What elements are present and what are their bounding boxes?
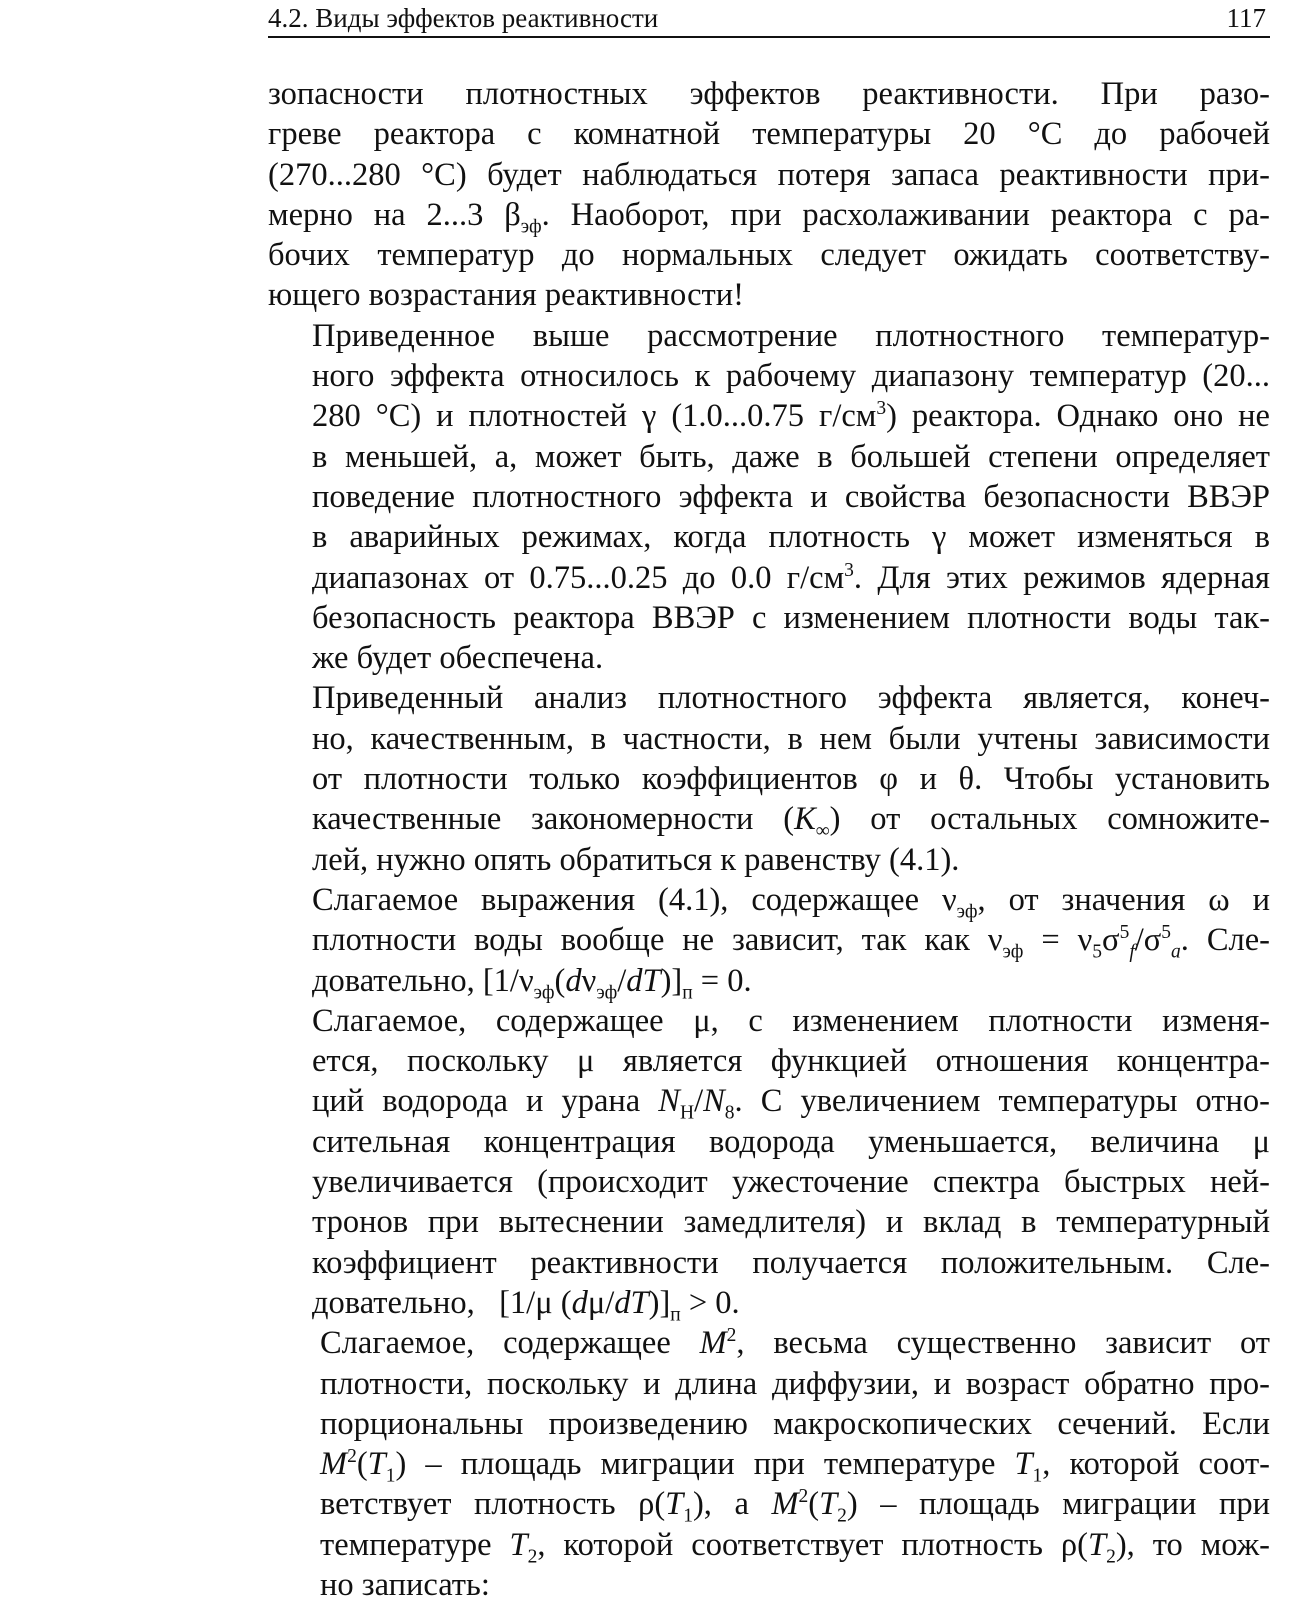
text-line: довательно, [1/μ $(d\mu/dT)]_п > 0$. (312, 1284, 740, 1326)
text-line: греве реактора с комнатной температуры 20 °С до рабочей (268, 116, 1270, 153)
text-line: ется, поскольку μ является функцией отношения концентра- (312, 1043, 1270, 1080)
text-line: мерно на 2...3 $\beta_{эф}$. Наоборот, при расхолаживании реактора с ра- (268, 196, 1270, 238)
text-line: поведение плотностного эффекта и свойства безопасности ВВЭР (312, 478, 1270, 515)
text-line: увеличивается (происходит ужесточение спектра быстрых ней- (312, 1164, 1270, 1201)
text-line: Слагаемое выражения (4.1), содержащее $\nu_{эф}$, от значения ω и (312, 881, 1270, 923)
text-line: тронов при вытеснении замедлителя) и вклад в температурный (312, 1204, 1270, 1241)
text-line: от плотности только коэффициентов φ и θ. Чтобы установить (312, 761, 1270, 798)
text-line: сительная концентрация водорода уменьшается, величина μ (312, 1123, 1270, 1160)
paragraph-4 (268, 880, 1270, 1004)
text-line: лей, нужно опять обратиться к равенству (4.1). (312, 841, 960, 878)
text-line: порциональны произведению макроскопических сечений. Если (320, 1405, 1270, 1442)
paragraph-3 (268, 678, 1270, 879)
text-line: безопасность реактора ВВЭР с изменением плотности воды так- (312, 599, 1270, 636)
text-line: $M^2(T_1)$ – площадь миграции при температуре $T_1$, которой соот- (320, 1446, 1270, 1487)
text-line: бочих температур до нормальных следует ожидать соответству- (268, 237, 1270, 274)
text-line: ного эффекта относилось к рабочему диапазону температур (20... (312, 358, 1270, 395)
text-line: ветствует плотность $\rho(T_1)$, а $M^2(T_2)$ – площадь миграции при (320, 1486, 1270, 1527)
text-line: Приведенное выше рассмотрение плотностного температур- (312, 317, 1270, 354)
text-line: плотности, поскольку и длина диффузии, и возраст обратно про- (320, 1365, 1270, 1402)
paragraph-1 (268, 74, 1270, 316)
text-line: в меньшей, а, может быть, даже в большей степени определяет (312, 438, 1270, 475)
text-line: довательно, $[1/\nu_{эф}(d\nu_{эф}/dT)]_п = 0$. (312, 962, 752, 1004)
paragraph-2 (268, 316, 1270, 679)
paragraph-5 (268, 1001, 1270, 1326)
text-line: но, качественным, в частности, в нем были учтены зависимости (312, 720, 1270, 757)
text-line: 280 °С) и плотностей γ (1.0...0.75 $г/см^3$) реактора. Однако оно не (312, 398, 1270, 435)
text-line: но записать: (320, 1566, 490, 1603)
text-line: качественные закономерности $(K_\infty)$ от остальных сомножите- (312, 801, 1270, 842)
section-title: 4.2. Виды эффектов реактивности (268, 3, 659, 33)
text-line: диапазонах от 0.75...0.25 до 0.0 $г/см^3$. Для этих режимов ядерная (312, 559, 1270, 596)
text-line: (270...280 °С) будет наблюдаться потеря запаса реактивности при- (268, 156, 1270, 193)
body-text (268, 74, 1270, 1605)
text-line: температуре $T_2$, которой соответствует плотность $\rho(T_2)$, то мож- (320, 1526, 1270, 1568)
text-line: коэффициент реактивности получается положительным. Сле- (312, 1244, 1270, 1281)
text-line: ций водорода и урана $N_H/N_8$. С увеличением температуры отно- (312, 1083, 1270, 1124)
book-page (268, 0, 1270, 1605)
running-header (268, 0, 1270, 38)
text-line: же будет обеспечена. (312, 640, 604, 677)
paragraph-6 (268, 1323, 1270, 1605)
text-line: Приведенный анализ плотностного эффекта является, конеч- (312, 680, 1270, 717)
text-line: ющего возрастания реактивности! (268, 277, 744, 314)
text-line: в аварийных режимах, когда плотность γ может изменяться в (312, 519, 1270, 556)
text-line: зопасности плотностных эффектов реактивности. При разо- (268, 76, 1270, 112)
text-line: Слагаемое, содержащее $M^2$, весьма существенно зависит от (320, 1325, 1270, 1362)
text-line: Слагаемое, содержащее μ, с изменением плотности изменя- (312, 1002, 1270, 1039)
page-number: 117 (1226, 3, 1266, 33)
text-line: плотности воды вообще не зависит, так как $\nu_{эф} = \nu_5\sigma^5_f/\sigma^5_a$. Сле- (312, 922, 1270, 963)
